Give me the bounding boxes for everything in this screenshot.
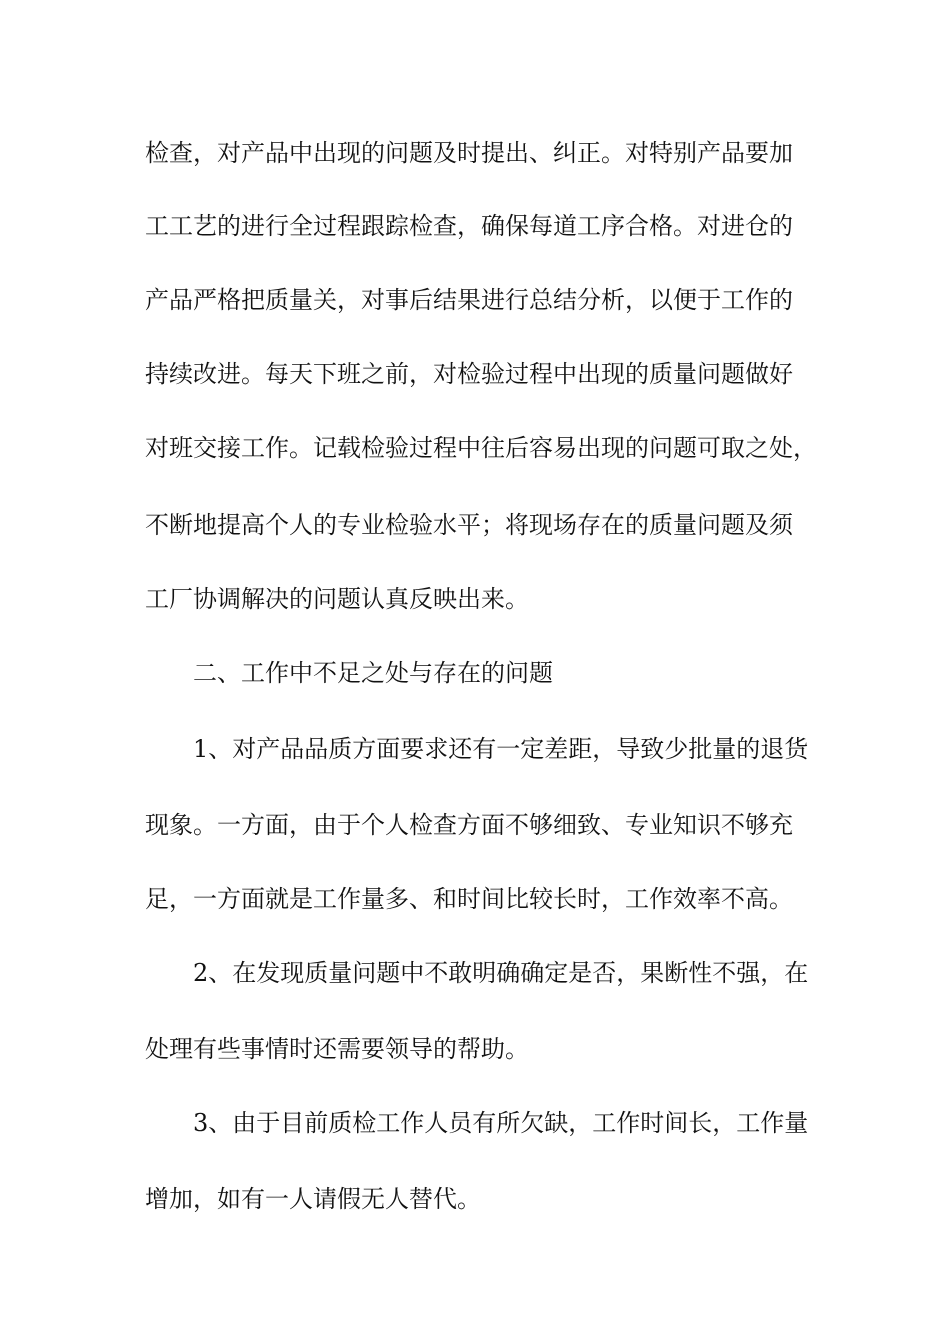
body-text-line: 工厂协调解决的问题认真反映出来。 <box>145 585 529 613</box>
body-text-line: 持续改进。每天下班之前，对检验过程中出现的质量问题做好 <box>145 360 793 388</box>
list-item-text: 3、由于目前质检工作人员有所欠缺，工作时间长，工作量 <box>193 1109 809 1137</box>
list-item-text: 2、在发现质量问题中不敢明确确定是否，果断性不强，在 <box>193 959 809 987</box>
body-text-line: 增加，如有一人请假无人替代。 <box>145 1185 481 1213</box>
body-text-line: 对班交接工作。记载检验过程中往后容易出现的问题可取之处， <box>145 434 817 462</box>
body-text-line: 产品严格把质量关，对事后结果进行总结分析，以便于工作的 <box>145 286 793 314</box>
body-text-line: 处理有些事情时还需要领导的帮助。 <box>145 1035 529 1063</box>
body-text-line: 检查，对产品中出现的问题及时提出、纠正。对特别产品要加 <box>145 139 793 167</box>
body-text-line: 不断地提高个人的专业检验水平；将现场存在的质量问题及须 <box>145 511 793 539</box>
section-heading: 二、工作中不足之处与存在的问题 <box>193 659 553 687</box>
body-text-line: 工工艺的进行全过程跟踪检查，确保每道工序合格。对进仓的 <box>145 212 793 240</box>
list-item-text: 1、对产品品质方面要求还有一定差距，导致少批量的退货 <box>193 735 809 763</box>
body-text-line: 现象。一方面，由于个人检查方面不够细致、专业知识不够充 <box>145 811 793 839</box>
body-text-line: 足，一方面就是工作量多、和时间比较长时，工作效率不高。 <box>145 885 793 913</box>
